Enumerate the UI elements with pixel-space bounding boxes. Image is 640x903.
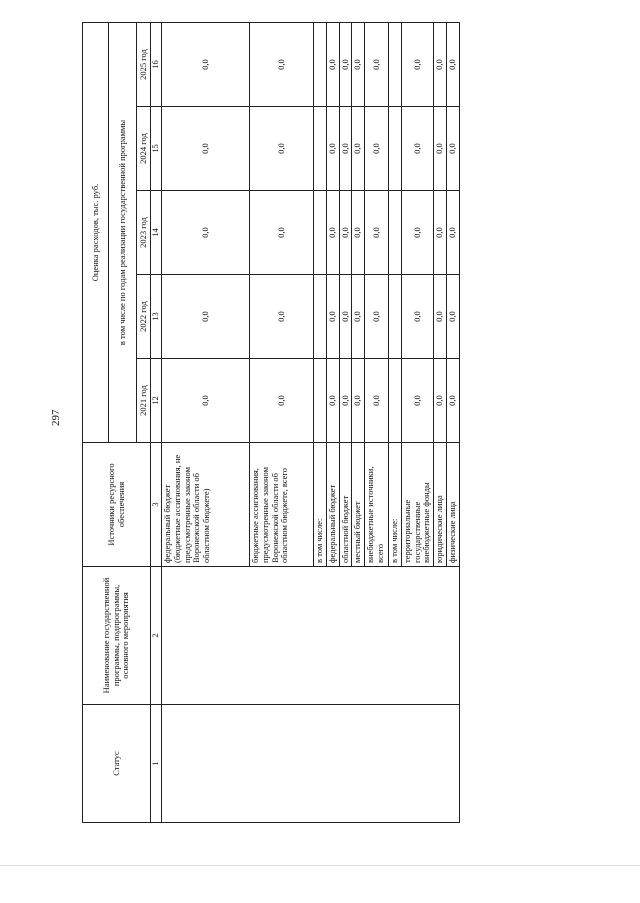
page-number: 297 [50, 409, 62, 426]
value-cell: 0,0 [434, 275, 447, 359]
column-index: 3 [151, 443, 162, 567]
source-cell: в том числе: [389, 443, 402, 567]
value-cell [389, 22, 402, 106]
header-sources: Источники ресурсного обеспечения [83, 443, 151, 567]
source-cell: физические лица [446, 443, 459, 567]
header-year: 2022 год [137, 275, 151, 359]
column-index: 13 [151, 275, 162, 359]
value-cell: 0,0 [365, 107, 389, 191]
rotated-table-container [82, 23, 489, 823]
header-estimate: Оценка расходов, тыс. руб. [83, 22, 109, 442]
value-cell: 0,0 [434, 107, 447, 191]
value-cell [314, 191, 327, 275]
value-cell: 0,0 [352, 22, 365, 106]
value-cell: 0,0 [365, 22, 389, 106]
value-cell: 0,0 [326, 359, 339, 443]
value-cell: 0,0 [162, 191, 250, 275]
value-cell: 0,0 [446, 22, 459, 106]
value-cell: 0,0 [162, 22, 250, 106]
column-index: 12 [151, 359, 162, 443]
value-cell: 0,0 [446, 275, 459, 359]
value-cell [314, 359, 327, 443]
status-cell [162, 705, 460, 823]
source-cell: внебюджетные источники, всего [365, 443, 389, 567]
expenditure-table [82, 22, 460, 823]
value-cell: 0,0 [446, 191, 459, 275]
value-cell [389, 359, 402, 443]
value-cell [389, 191, 402, 275]
value-cell: 0,0 [352, 191, 365, 275]
table-row [162, 22, 250, 822]
value-cell [389, 107, 402, 191]
value-cell: 0,0 [326, 191, 339, 275]
value-cell: 0,0 [352, 107, 365, 191]
column-index: 1 [151, 705, 162, 823]
source-cell: местный бюджет [352, 443, 365, 567]
value-cell: 0,0 [434, 22, 447, 106]
value-cell [314, 275, 327, 359]
value-cell: 0,0 [339, 191, 352, 275]
source-cell: в том числе: [314, 443, 327, 567]
column-index: 2 [151, 567, 162, 705]
value-cell: 0,0 [339, 359, 352, 443]
value-cell: 0,0 [352, 275, 365, 359]
name-cell [162, 567, 460, 705]
value-cell: 0,0 [365, 275, 389, 359]
source-cell: федеральный бюджет [326, 443, 339, 567]
value-cell: 0,0 [162, 359, 250, 443]
value-cell: 0,0 [250, 275, 314, 359]
value-cell: 0,0 [434, 191, 447, 275]
value-cell: 0,0 [446, 107, 459, 191]
header-year: 2023 год [137, 191, 151, 275]
value-cell: 0,0 [352, 359, 365, 443]
header-year: 2025 год [137, 22, 151, 106]
value-cell: 0,0 [339, 107, 352, 191]
value-cell: 0,0 [339, 22, 352, 106]
value-cell: 0,0 [365, 359, 389, 443]
value-cell: 0,0 [326, 107, 339, 191]
value-cell: 0,0 [326, 275, 339, 359]
value-cell: 0,0 [250, 359, 314, 443]
header-year: 2024 год [137, 107, 151, 191]
value-cell [314, 22, 327, 106]
value-cell: 0,0 [162, 107, 250, 191]
header-year: 2021 год [137, 359, 151, 443]
value-cell: 0,0 [162, 275, 250, 359]
column-index: 15 [151, 107, 162, 191]
source-cell: территориальные государственные внебюджетные фонды [401, 443, 433, 567]
value-cell: 0,0 [250, 107, 314, 191]
value-cell [314, 107, 327, 191]
value-cell [389, 275, 402, 359]
value-cell: 0,0 [434, 359, 447, 443]
source-cell: областной бюджет [339, 443, 352, 567]
source-cell: бюджетные ассигнования, предусмотренные законом Воронежской области об областном бюджете, всего [250, 443, 314, 567]
value-cell: 0,0 [250, 191, 314, 275]
value-cell: 0,0 [401, 107, 433, 191]
value-cell: 0,0 [401, 191, 433, 275]
value-cell: 0,0 [250, 22, 314, 106]
value-cell: 0,0 [339, 275, 352, 359]
value-cell: 0,0 [446, 359, 459, 443]
column-index: 16 [151, 22, 162, 106]
header-name: Наименование государственной программы, подпрограммы, основного мероприятия [83, 567, 151, 705]
header-by-years: в том числе по годам реализации государственной программы [109, 22, 137, 442]
value-cell: 0,0 [326, 22, 339, 106]
source-cell: федеральный бюджет (бюджетные ассигнования, не предусмотренные законом Воронежской области об областном бюджете) [162, 443, 250, 567]
value-cell: 0,0 [401, 275, 433, 359]
column-index: 14 [151, 191, 162, 275]
value-cell: 0,0 [401, 359, 433, 443]
source-cell: юридические лица [434, 443, 447, 567]
value-cell: 0,0 [401, 22, 433, 106]
header-status: Статус [83, 705, 151, 823]
page-edge-line [0, 865, 640, 866]
value-cell: 0,0 [365, 191, 389, 275]
